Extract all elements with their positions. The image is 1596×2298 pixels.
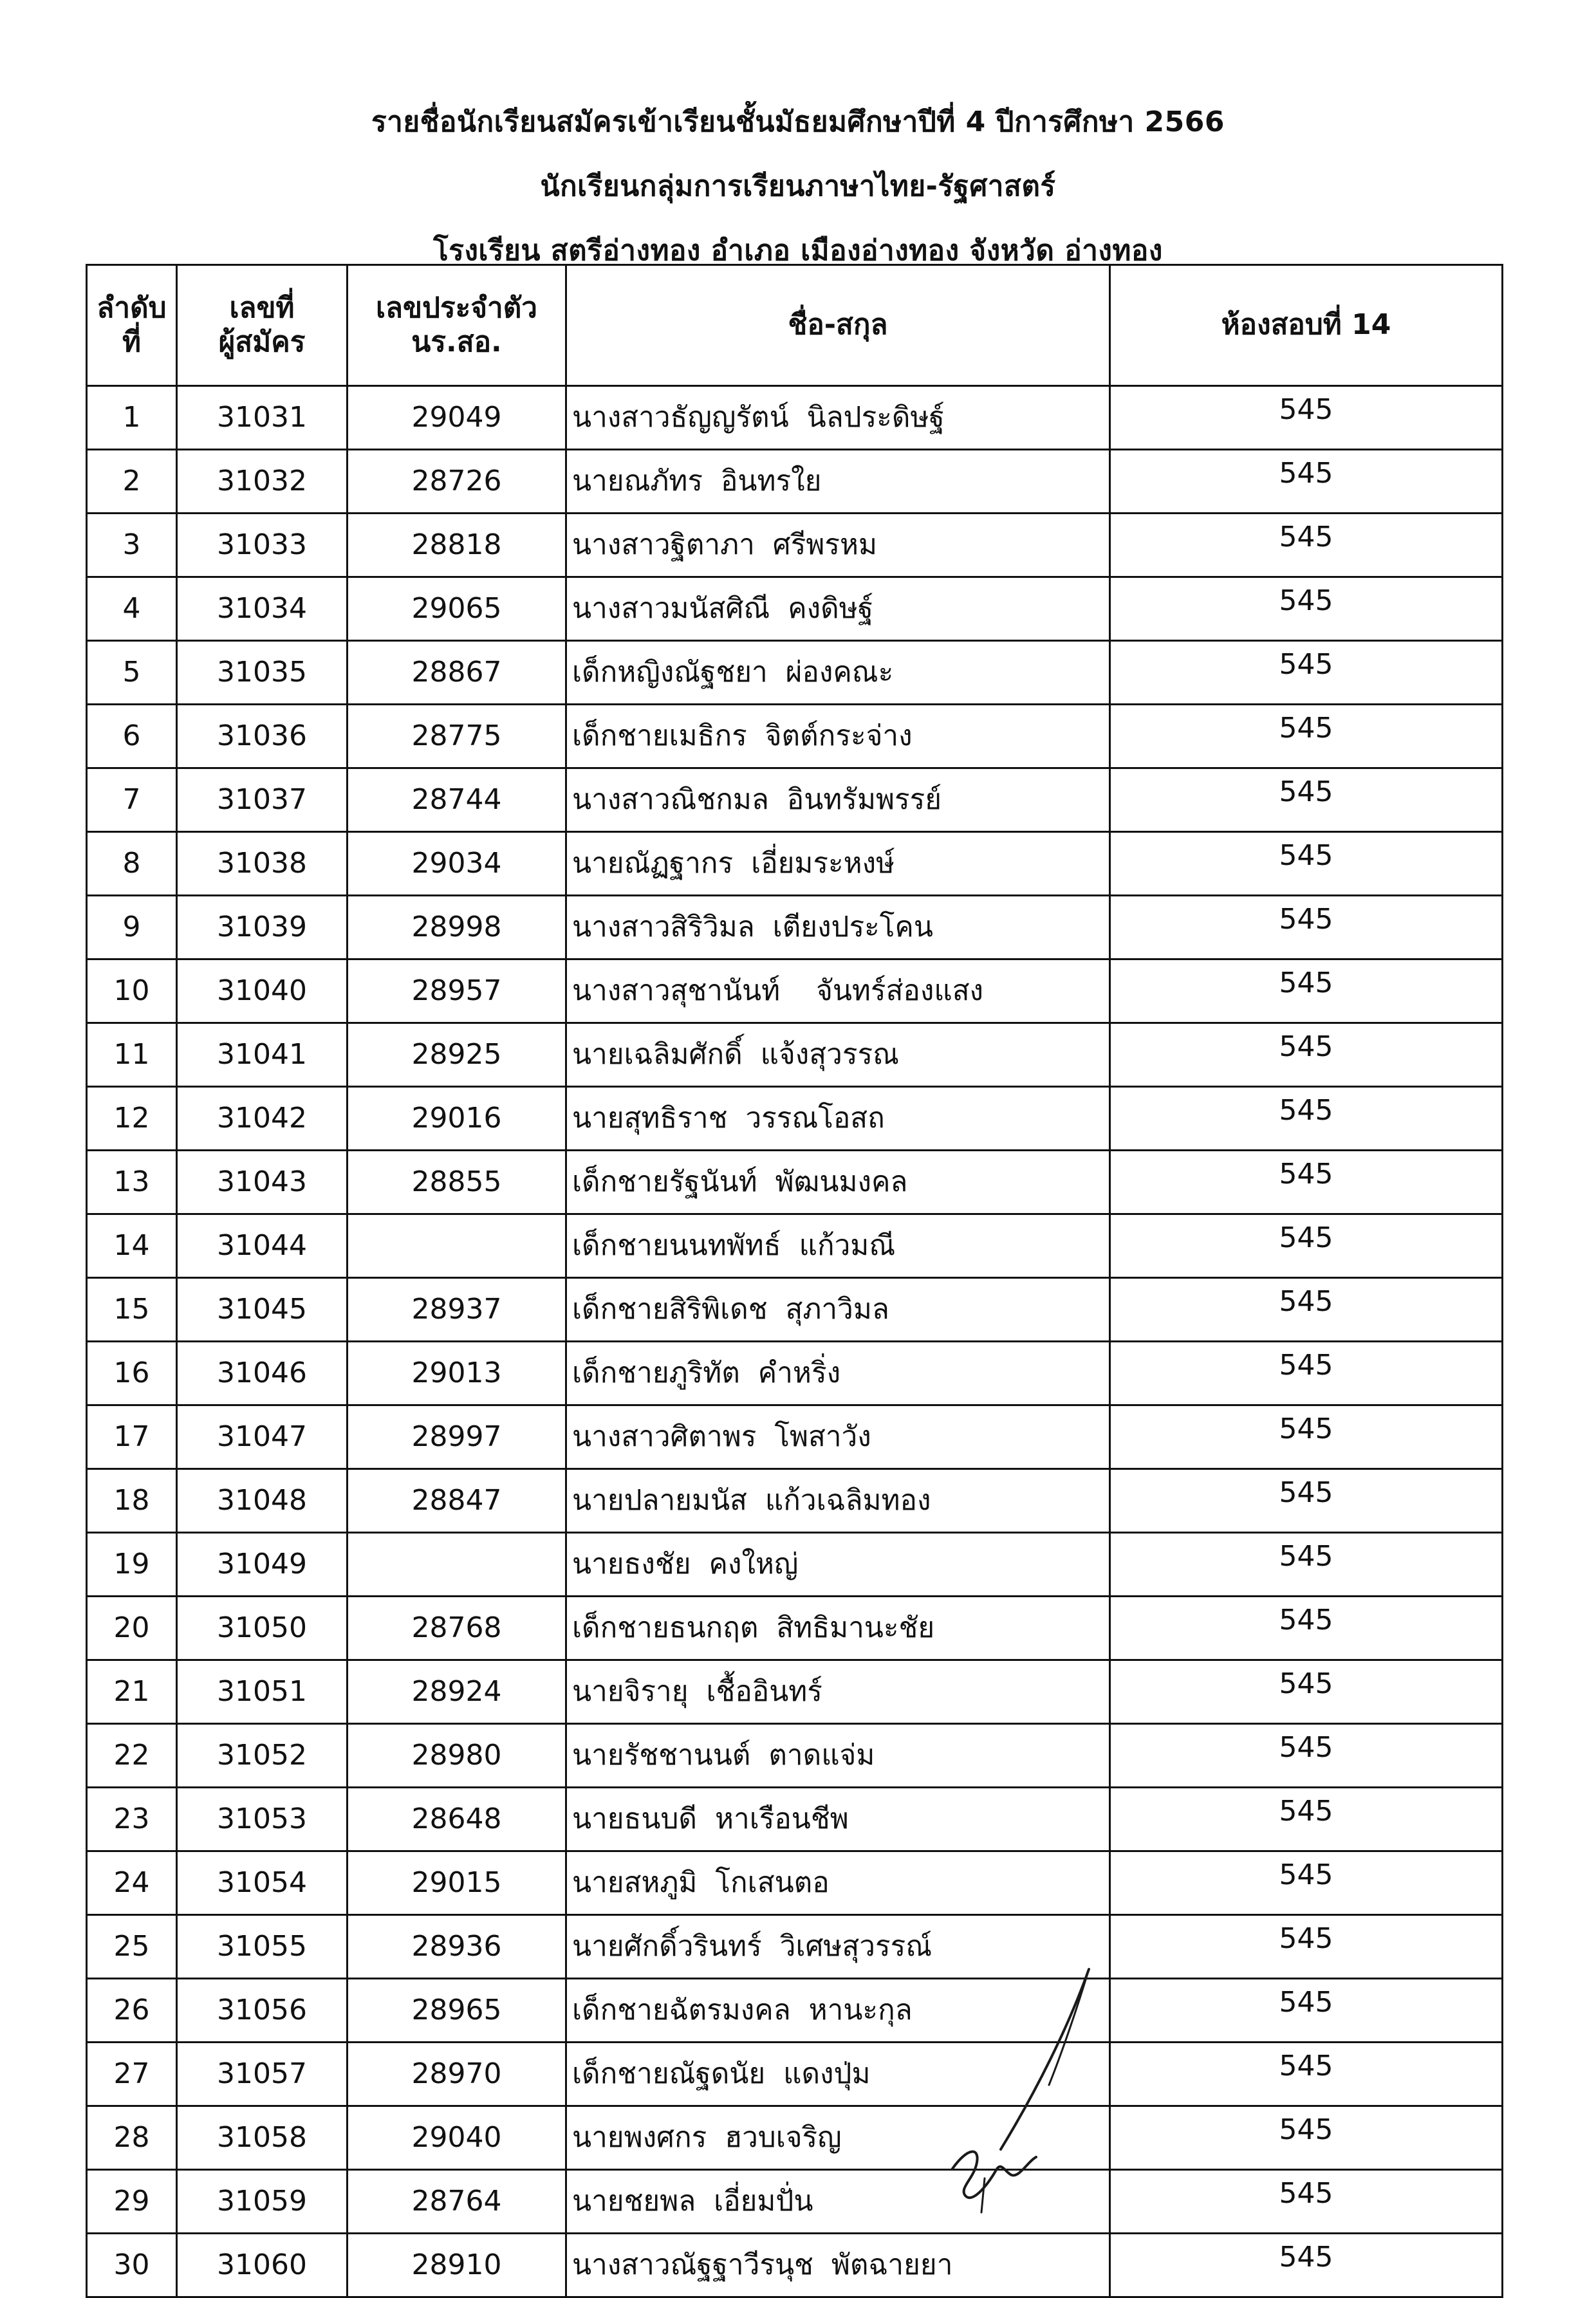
cell-student-id: 28957 xyxy=(348,959,566,1023)
cell-student-id: 29034 xyxy=(348,832,566,896)
table-row xyxy=(87,1979,1503,2043)
cell-applicant-number: 31033 xyxy=(177,514,348,577)
cell-full-name: เด็กชายภูริทัต คำหริ่ง xyxy=(566,1342,1110,1405)
cell-applicant-number: 31044 xyxy=(177,1214,348,1278)
cell-full-name: นายสุทธิราช วรรณโอสถ xyxy=(566,1087,1110,1151)
table-header-row xyxy=(87,265,1503,386)
cell-applicant-number: 31052 xyxy=(177,1724,348,1788)
cell-order-number: 2 xyxy=(87,450,177,514)
cell-student-id: 28855 xyxy=(348,1151,566,1214)
cell-full-name: เด็กชายสิริพิเดช สุภาวิมล xyxy=(566,1278,1110,1342)
cell-full-name: นายพงศกร ฮวบเจริญ xyxy=(566,2106,1110,2170)
cell-full-name: นายธงชัย คงใหญ่ xyxy=(566,1533,1110,1597)
table-row xyxy=(87,386,1503,450)
cell-full-name: นางสาวสิริวิมล เตียงประโคน xyxy=(566,896,1110,959)
cell-exam-room: 545 xyxy=(1110,1597,1503,1660)
header-order-number: ลำดับ ที่ xyxy=(87,265,177,386)
table-row xyxy=(87,641,1503,705)
cell-student-id: 29049 xyxy=(348,386,566,450)
cell-student-id: 29016 xyxy=(348,1087,566,1151)
cell-applicant-number: 31056 xyxy=(177,1979,348,2043)
table-row xyxy=(87,2170,1503,2234)
cell-order-number: 13 xyxy=(87,1151,177,1214)
cell-order-number: 1 xyxy=(87,386,177,450)
cell-full-name: นางสาวธัญญรัตน์ นิลประดิษฐ์ xyxy=(566,386,1110,450)
cell-student-id: 28970 xyxy=(348,2043,566,2106)
cell-exam-room: 545 xyxy=(1110,1915,1503,1979)
cell-student-id: 29040 xyxy=(348,2106,566,2170)
cell-applicant-number: 31046 xyxy=(177,1342,348,1405)
cell-student-id: 28726 xyxy=(348,450,566,514)
cell-exam-room: 545 xyxy=(1110,1214,1503,1278)
cell-order-number: 11 xyxy=(87,1023,177,1087)
cell-order-number: 19 xyxy=(87,1533,177,1597)
cell-student-id xyxy=(348,1214,566,1278)
cell-full-name: นายศักดิ์วรินทร์ วิเศษสุวรรณ์ xyxy=(566,1915,1110,1979)
cell-exam-room: 545 xyxy=(1110,641,1503,705)
table-row xyxy=(87,1533,1503,1597)
handwritten-signature-icon xyxy=(940,1956,1133,2214)
cell-order-number: 26 xyxy=(87,1979,177,2043)
cell-full-name: นายเฉลิมศักดิ์ แจ้งสุวรรณ xyxy=(566,1023,1110,1087)
cell-applicant-number: 31049 xyxy=(177,1533,348,1597)
cell-full-name: นายชยพล เอี่ยมปั่น xyxy=(566,2170,1110,2234)
table-row xyxy=(87,1342,1503,1405)
cell-exam-room: 545 xyxy=(1110,768,1503,832)
cell-order-number: 7 xyxy=(87,768,177,832)
cell-order-number: 22 xyxy=(87,1724,177,1788)
document-subtitle-school: โรงเรียน สตรีอ่างทอง อำเภอ เมืองอ่างทอง จังหวัด อ่างทอง xyxy=(433,234,1163,267)
cell-exam-room: 545 xyxy=(1110,1469,1503,1533)
cell-applicant-number: 31041 xyxy=(177,1023,348,1087)
cell-applicant-number: 31050 xyxy=(177,1597,348,1660)
cell-exam-room: 545 xyxy=(1110,1851,1503,1915)
cell-applicant-number: 31060 xyxy=(177,2234,348,2297)
table-row xyxy=(87,1788,1503,1851)
cell-applicant-number: 31042 xyxy=(177,1087,348,1151)
cell-order-number: 28 xyxy=(87,2106,177,2170)
cell-order-number: 24 xyxy=(87,1851,177,1915)
cell-applicant-number: 31035 xyxy=(177,641,348,705)
table-row xyxy=(87,1087,1503,1151)
cell-order-number: 3 xyxy=(87,514,177,577)
table-row xyxy=(87,959,1503,1023)
cell-applicant-number: 31053 xyxy=(177,1788,348,1851)
cell-full-name: นางสาวศิตาพร โพสาวัง xyxy=(566,1405,1110,1469)
cell-applicant-number: 31054 xyxy=(177,1851,348,1915)
cell-full-name: นายณภัทร อินทรใย xyxy=(566,450,1110,514)
table-row xyxy=(87,577,1503,641)
cell-full-name: นางสาวณัฐฐาวีรนุช พัตฉายยา xyxy=(566,2234,1110,2297)
table-row xyxy=(87,1405,1503,1469)
cell-order-number: 5 xyxy=(87,641,177,705)
table-row xyxy=(87,832,1503,896)
cell-order-number: 8 xyxy=(87,832,177,896)
table-body xyxy=(87,386,1503,2297)
cell-exam-room: 545 xyxy=(1110,1151,1503,1214)
header-applicant-number: เลขที่ ผู้สมัคร xyxy=(177,265,348,386)
table-row xyxy=(87,2043,1503,2106)
cell-order-number: 15 xyxy=(87,1278,177,1342)
table-row xyxy=(87,1278,1503,1342)
cell-order-number: 10 xyxy=(87,959,177,1023)
cell-order-number: 4 xyxy=(87,577,177,641)
table-row xyxy=(87,896,1503,959)
table-row xyxy=(87,514,1503,577)
table-row xyxy=(87,1469,1503,1533)
header-student-id: เลขประจำตัว นร.สอ. xyxy=(348,265,566,386)
cell-exam-room: 545 xyxy=(1110,959,1503,1023)
cell-exam-room: 545 xyxy=(1110,2170,1503,2234)
table-row xyxy=(87,705,1503,768)
cell-student-id: 28648 xyxy=(348,1788,566,1851)
cell-exam-room: 545 xyxy=(1110,2043,1503,2106)
cell-full-name: นายธนบดี หาเรือนชีพ xyxy=(566,1788,1110,1851)
cell-full-name: เด็กหญิงณัฐชยา ผ่องคณะ xyxy=(566,641,1110,705)
cell-exam-room: 545 xyxy=(1110,1724,1503,1788)
cell-order-number: 12 xyxy=(87,1087,177,1151)
cell-full-name: นางสาวมนัสศิณี คงดิษฐ์ xyxy=(566,577,1110,641)
cell-exam-room: 545 xyxy=(1110,2106,1503,2170)
table-row xyxy=(87,1851,1503,1915)
cell-applicant-number: 31031 xyxy=(177,386,348,450)
document-title: รายชื่อนักเรียนสมัครเข้าเรียนชั้นมัธยมศึกษาปีที่ 4 ปีการศึกษา 2566 xyxy=(371,106,1225,138)
cell-applicant-number: 31037 xyxy=(177,768,348,832)
table-row xyxy=(87,1915,1503,1979)
cell-full-name: นางสาวฐิตาภา ศรีพรหม xyxy=(566,514,1110,577)
cell-full-name: เด็กชายรัฐนันท์ พัฒนมงคล xyxy=(566,1151,1110,1214)
table-row xyxy=(87,2234,1503,2297)
cell-exam-room: 545 xyxy=(1110,1533,1503,1597)
cell-applicant-number: 31038 xyxy=(177,832,348,896)
cell-full-name: เด็กชายธนกฤต สิทธิมานะชัย xyxy=(566,1597,1110,1660)
cell-applicant-number: 31032 xyxy=(177,450,348,514)
cell-full-name: เด็กชายฉัตรมงคล หานะกุล xyxy=(566,1979,1110,2043)
header-exam-room: ห้องสอบที่ 14 xyxy=(1110,265,1503,386)
cell-order-number: 29 xyxy=(87,2170,177,2234)
cell-exam-room: 545 xyxy=(1110,386,1503,450)
table-row xyxy=(87,1023,1503,1087)
cell-full-name: นายสหภูมิ โกเสนตอ xyxy=(566,1851,1110,1915)
cell-order-number: 14 xyxy=(87,1214,177,1278)
cell-full-name: นายจิรายุ เชื้ออินทร์ xyxy=(566,1660,1110,1724)
cell-applicant-number: 31057 xyxy=(177,2043,348,2106)
document-header xyxy=(0,90,1596,283)
cell-applicant-number: 31040 xyxy=(177,959,348,1023)
cell-student-id: 28924 xyxy=(348,1660,566,1724)
cell-student-id: 28768 xyxy=(348,1597,566,1660)
cell-applicant-number: 31045 xyxy=(177,1278,348,1342)
cell-exam-room: 545 xyxy=(1110,450,1503,514)
table-row xyxy=(87,768,1503,832)
cell-exam-room: 545 xyxy=(1110,832,1503,896)
student-roster-table xyxy=(86,264,1503,2298)
cell-full-name: นายณัฏฐากร เอี่ยมระหงษ์ xyxy=(566,832,1110,896)
cell-order-number: 16 xyxy=(87,1342,177,1405)
cell-student-id xyxy=(348,1533,566,1597)
cell-student-id: 28937 xyxy=(348,1278,566,1342)
cell-applicant-number: 31055 xyxy=(177,1915,348,1979)
cell-student-id: 28847 xyxy=(348,1469,566,1533)
cell-applicant-number: 31051 xyxy=(177,1660,348,1724)
cell-exam-room: 545 xyxy=(1110,1278,1503,1342)
cell-order-number: 27 xyxy=(87,2043,177,2106)
cell-applicant-number: 31034 xyxy=(177,577,348,641)
table-row xyxy=(87,1597,1503,1660)
cell-full-name: นายปลายมนัส แก้วเฉลิมทอง xyxy=(566,1469,1110,1533)
cell-applicant-number: 31058 xyxy=(177,2106,348,2170)
cell-student-id: 29015 xyxy=(348,1851,566,1915)
cell-exam-room: 545 xyxy=(1110,2234,1503,2297)
cell-applicant-number: 31039 xyxy=(177,896,348,959)
cell-exam-room: 545 xyxy=(1110,1087,1503,1151)
cell-full-name: นางสาวสุชานันท์ จันทร์ส่องแสง xyxy=(566,959,1110,1023)
document-subtitle-group: นักเรียนกลุ่มการเรียนภาษาไทย-รัฐศาสตร์ xyxy=(540,170,1056,203)
cell-student-id: 28764 xyxy=(348,2170,566,2234)
table-row xyxy=(87,1214,1503,1278)
table-row xyxy=(87,2106,1503,2170)
cell-order-number: 30 xyxy=(87,2234,177,2297)
cell-applicant-number: 31047 xyxy=(177,1405,348,1469)
cell-order-number: 6 xyxy=(87,705,177,768)
cell-order-number: 17 xyxy=(87,1405,177,1469)
cell-order-number: 21 xyxy=(87,1660,177,1724)
cell-applicant-number: 31059 xyxy=(177,2170,348,2234)
cell-order-number: 25 xyxy=(87,1915,177,1979)
cell-student-id: 29065 xyxy=(348,577,566,641)
cell-exam-room: 545 xyxy=(1110,1405,1503,1469)
cell-exam-room: 545 xyxy=(1110,1979,1503,2043)
cell-applicant-number: 31043 xyxy=(177,1151,348,1214)
cell-exam-room: 545 xyxy=(1110,1660,1503,1724)
cell-exam-room: 545 xyxy=(1110,705,1503,768)
cell-full-name: เด็กชายนนทพัทธ์ แก้วมณี xyxy=(566,1214,1110,1278)
cell-full-name: นางสาวณิชกมล อินทรัมพรรย์ xyxy=(566,768,1110,832)
cell-student-id: 28818 xyxy=(348,514,566,577)
cell-student-id: 28925 xyxy=(348,1023,566,1087)
cell-full-name: เด็กชายเมธิกร จิตต์กระจ่าง xyxy=(566,705,1110,768)
cell-exam-room: 545 xyxy=(1110,1342,1503,1405)
cell-exam-room: 545 xyxy=(1110,514,1503,577)
cell-student-id: 28998 xyxy=(348,896,566,959)
cell-student-id: 28910 xyxy=(348,2234,566,2297)
cell-order-number: 23 xyxy=(87,1788,177,1851)
cell-exam-room: 545 xyxy=(1110,577,1503,641)
cell-student-id: 28936 xyxy=(348,1915,566,1979)
cell-order-number: 18 xyxy=(87,1469,177,1533)
cell-order-number: 9 xyxy=(87,896,177,959)
cell-student-id: 28965 xyxy=(348,1979,566,2043)
cell-exam-room: 545 xyxy=(1110,1023,1503,1087)
header-full-name: ชื่อ-สกุล xyxy=(566,265,1110,386)
cell-student-id: 28980 xyxy=(348,1724,566,1788)
cell-applicant-number: 31048 xyxy=(177,1469,348,1533)
table-row xyxy=(87,1724,1503,1788)
table-row xyxy=(87,1151,1503,1214)
table-row xyxy=(87,1660,1503,1724)
cell-student-id: 29013 xyxy=(348,1342,566,1405)
cell-student-id: 28997 xyxy=(348,1405,566,1469)
cell-student-id: 28867 xyxy=(348,641,566,705)
cell-student-id: 28775 xyxy=(348,705,566,768)
cell-exam-room: 545 xyxy=(1110,896,1503,959)
cell-student-id: 28744 xyxy=(348,768,566,832)
cell-order-number: 20 xyxy=(87,1597,177,1660)
cell-full-name: เด็กชายณัฐดนัย แดงปุ่ม xyxy=(566,2043,1110,2106)
table-row xyxy=(87,450,1503,514)
cell-full-name: นายรัชชานนต์ ตาดแจ่ม xyxy=(566,1724,1110,1788)
cell-exam-room: 545 xyxy=(1110,1788,1503,1851)
cell-applicant-number: 31036 xyxy=(177,705,348,768)
